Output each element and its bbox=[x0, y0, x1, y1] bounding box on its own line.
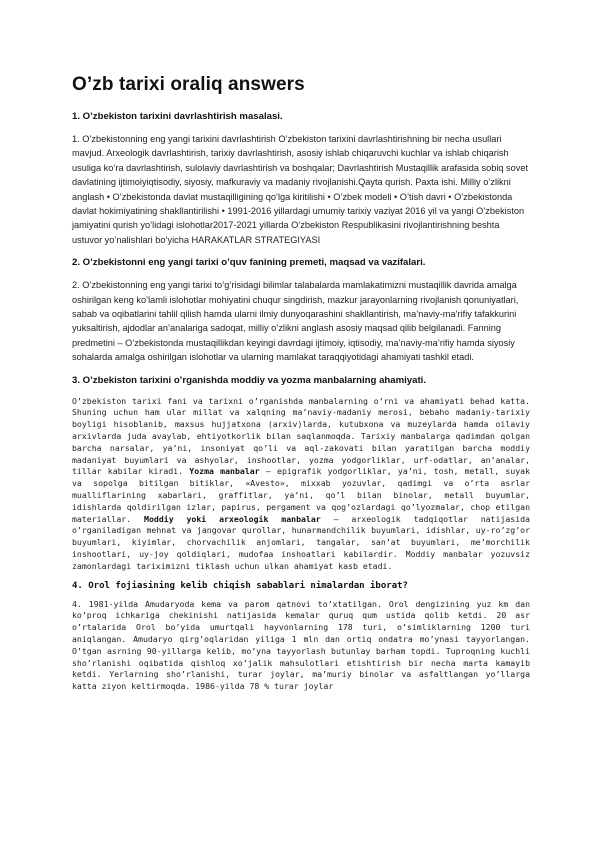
document-title: O’zb tarixi oraliq answers bbox=[72, 74, 305, 95]
section-heading: 1. O’zbekiston tarixini davrlashtirish masalasi. bbox=[72, 111, 283, 122]
section-body: 1. O’zbekistonning eng yangi tarixini davrlashtirish O’zbekiston tarixini davrlashtirishning bir necha usullari mavjud. Arxeologik davrlashtirish, tarixiy davrlashtirish, asosiy ishlab chiqaruvchi kuchlar va ishlab chiqarish usuliga ko’ra davrlashtirish, sulolaviy davrlashtirish va boshqalar; Davrlashtirish Mustaqillik arafasida sobiq sovet davlatining ijtimoiyiqtisodiy, siyosiy, mafkuraviy va madaniy rivojlanishi.Qayta qurish. Paxta ishi. Milliy o’zlikni anglash • O’zbekistonda davlat mustaqilligining qo’lga kiritilishi • O’zbek modeli • O’tish davri • O’zbekistonda davlat hokimiyatining shakllantirilishi • 1991-2016 yillardagi umumiy tarixiy vaziyat 2016 yil va yangi O’zbekiston jamiyatini qurish yo’lidagi islohotlar2017-2021 yillarda O’zbekiston Respublikasini rivojlantirishning beshta ustuvor yo’nalishlari bo’yicha HARAKATLAR STRATEGIYASI bbox=[72, 134, 529, 245]
bold-term: Moddiy yoki arxeologik manbalar bbox=[144, 513, 321, 524]
section-heading: 2. O’zbekistonni eng yangi tarixi o’quv fanining premeti, maqsad va vazifalari. bbox=[72, 257, 426, 269]
body-text: – arxeologik tadqiqotlar natijasida o’rganiladigan mehnat va jangovar qurollar, hunarmandchilik buyumlari, idishlar, uy-ro’zg’or buyumlari, kiyimlar, chorvachilik anjomlari, tangalar, san’at buyumlari, me’morchilik inshootlari, uy-joy qoldiqlari, mudofaa inshoatlari kabilardir. Moddiy manbalar yozuvsiz zamonlardagi tariximizni tiklash uchun ulkan ahamiyat kasb etadi. bbox=[72, 513, 530, 571]
section-2 bbox=[72, 256, 530, 364]
bold-term: Yozma manbalar bbox=[189, 466, 260, 477]
section-body bbox=[72, 396, 530, 573]
section-3 bbox=[72, 374, 530, 573]
body-text: O’zbekiston tarixi fani va tarixni o’rganishda manbalarning o’rni va ahamiyati behad katta. Shuning uchun ham ular millat va xalqning ma’naviy-madaniy merosi, bebaho madaniy-tarixiy boyligi hisoblanib, maxsus hujjatxona (arxiv)larda, kutubxona va muzeylarda hamda oilaviy arxivlarda juda avaylab, ehtiyotkorlik bilan saqlanmoqda. Tarixiy manbalarga qadimdan qolgan barcha narsalar, ya’ni, insoniyat qo’li va aql-zakovati bilan yaratilgan barcha moddiy madaniyat buyumlari va ashyolar, inshootlar, yozma yodgorliklar, urf-odatlar, an’analar, tillar kabilar kiradi. bbox=[72, 395, 530, 477]
section-heading: 3. O’zbekiston tarixini o’rganishda moddiy va yozma manbalarning ahamiyati. bbox=[72, 374, 426, 386]
section-4 bbox=[72, 580, 530, 693]
section-heading: 4. Orol fojiasining kelib chiqish sabablari nimalardan iborat? bbox=[72, 580, 408, 591]
section-body: 4. 1981-yilda Amudaryoda kema va parom qatnovi to’xtatilgan. Orol dengizining yuz km dan ko’proq ichkariga chekinishi natijasida kemalar quruq qum ustida qolib ketdi. 20 asr o’rtalarida Orol bo’yida umurtqali hayvonlarning 178 turi, o’simliklarning 1200 turi aniqlangan. Amudaryo qirg’oqlaridan yiliga 1 mln dan ortiq ondatra mo’ynasi tayyorlangan. O’tgan asrning 90-yillarga kelib, mo’yna tayyorlash butunlay barham topdi. Tuproqning kuchli sho’rlanishi oqibatida qishloq xo’jalik mahsulotlari etishtirish bir necha marta kamayib ketdi. Yerlarning sho’rlanishi, turar joylar, ma’muriy binolar va asfaltlangan yo’llarga katta ziyon keltirmoqda. 1986-yilda 78 % turar joylar bbox=[72, 598, 530, 692]
section-1 bbox=[72, 110, 530, 247]
section-body: 2. O’zbekistonning eng yangi tarixi to’g’risidagi bilimlar talabalarda mamlakatimizni mustaqillik davrida amalga oshirilgan keng ko’lamli islohotlar mohiyatini chuqur singdirish, mazkur jarayonlarning rivojlanish qonuniyatlari, sabab va oqibatlarini tahlil qilish hamda ularni ilmiy dunyoqarashini shakllantirish, ma’naviy-ma’rifiy tafakkurini yuksaltirish, ajdodlar an’analariga sadoqat, milliy o’zlikni anglash asosiy maqsad qilib belgilanadi. Fanning predmetini – O’zbekistonda mustaqillikdan keyingi davrdagi ijtimoiy, iqtisodiy, ma’naviy-ma’rifiy hamda siyosiy sohalarda amalga oshirilgan islohotlar va ularning mamlakat taraqqiyotidagi ahamiyati tashkil etadi. bbox=[72, 280, 519, 363]
body-text: – epigrafik yodgorliklar, ya’ni, tosh, metall, suyak va sopolga bitilgan bitiklar, «Avesto», mixxab yozuvlar, qadimgi va o’rta asrlar mualliflarining xabarlari, graffitlar, ya’ni, qo’l bilan binolar, metall buyumlar, idishlarda qoldirilgan izlar, papirus, pergament va qog’ozlardagi qo’lyozmalar, chop etilgan materiallar. bbox=[72, 466, 531, 524]
